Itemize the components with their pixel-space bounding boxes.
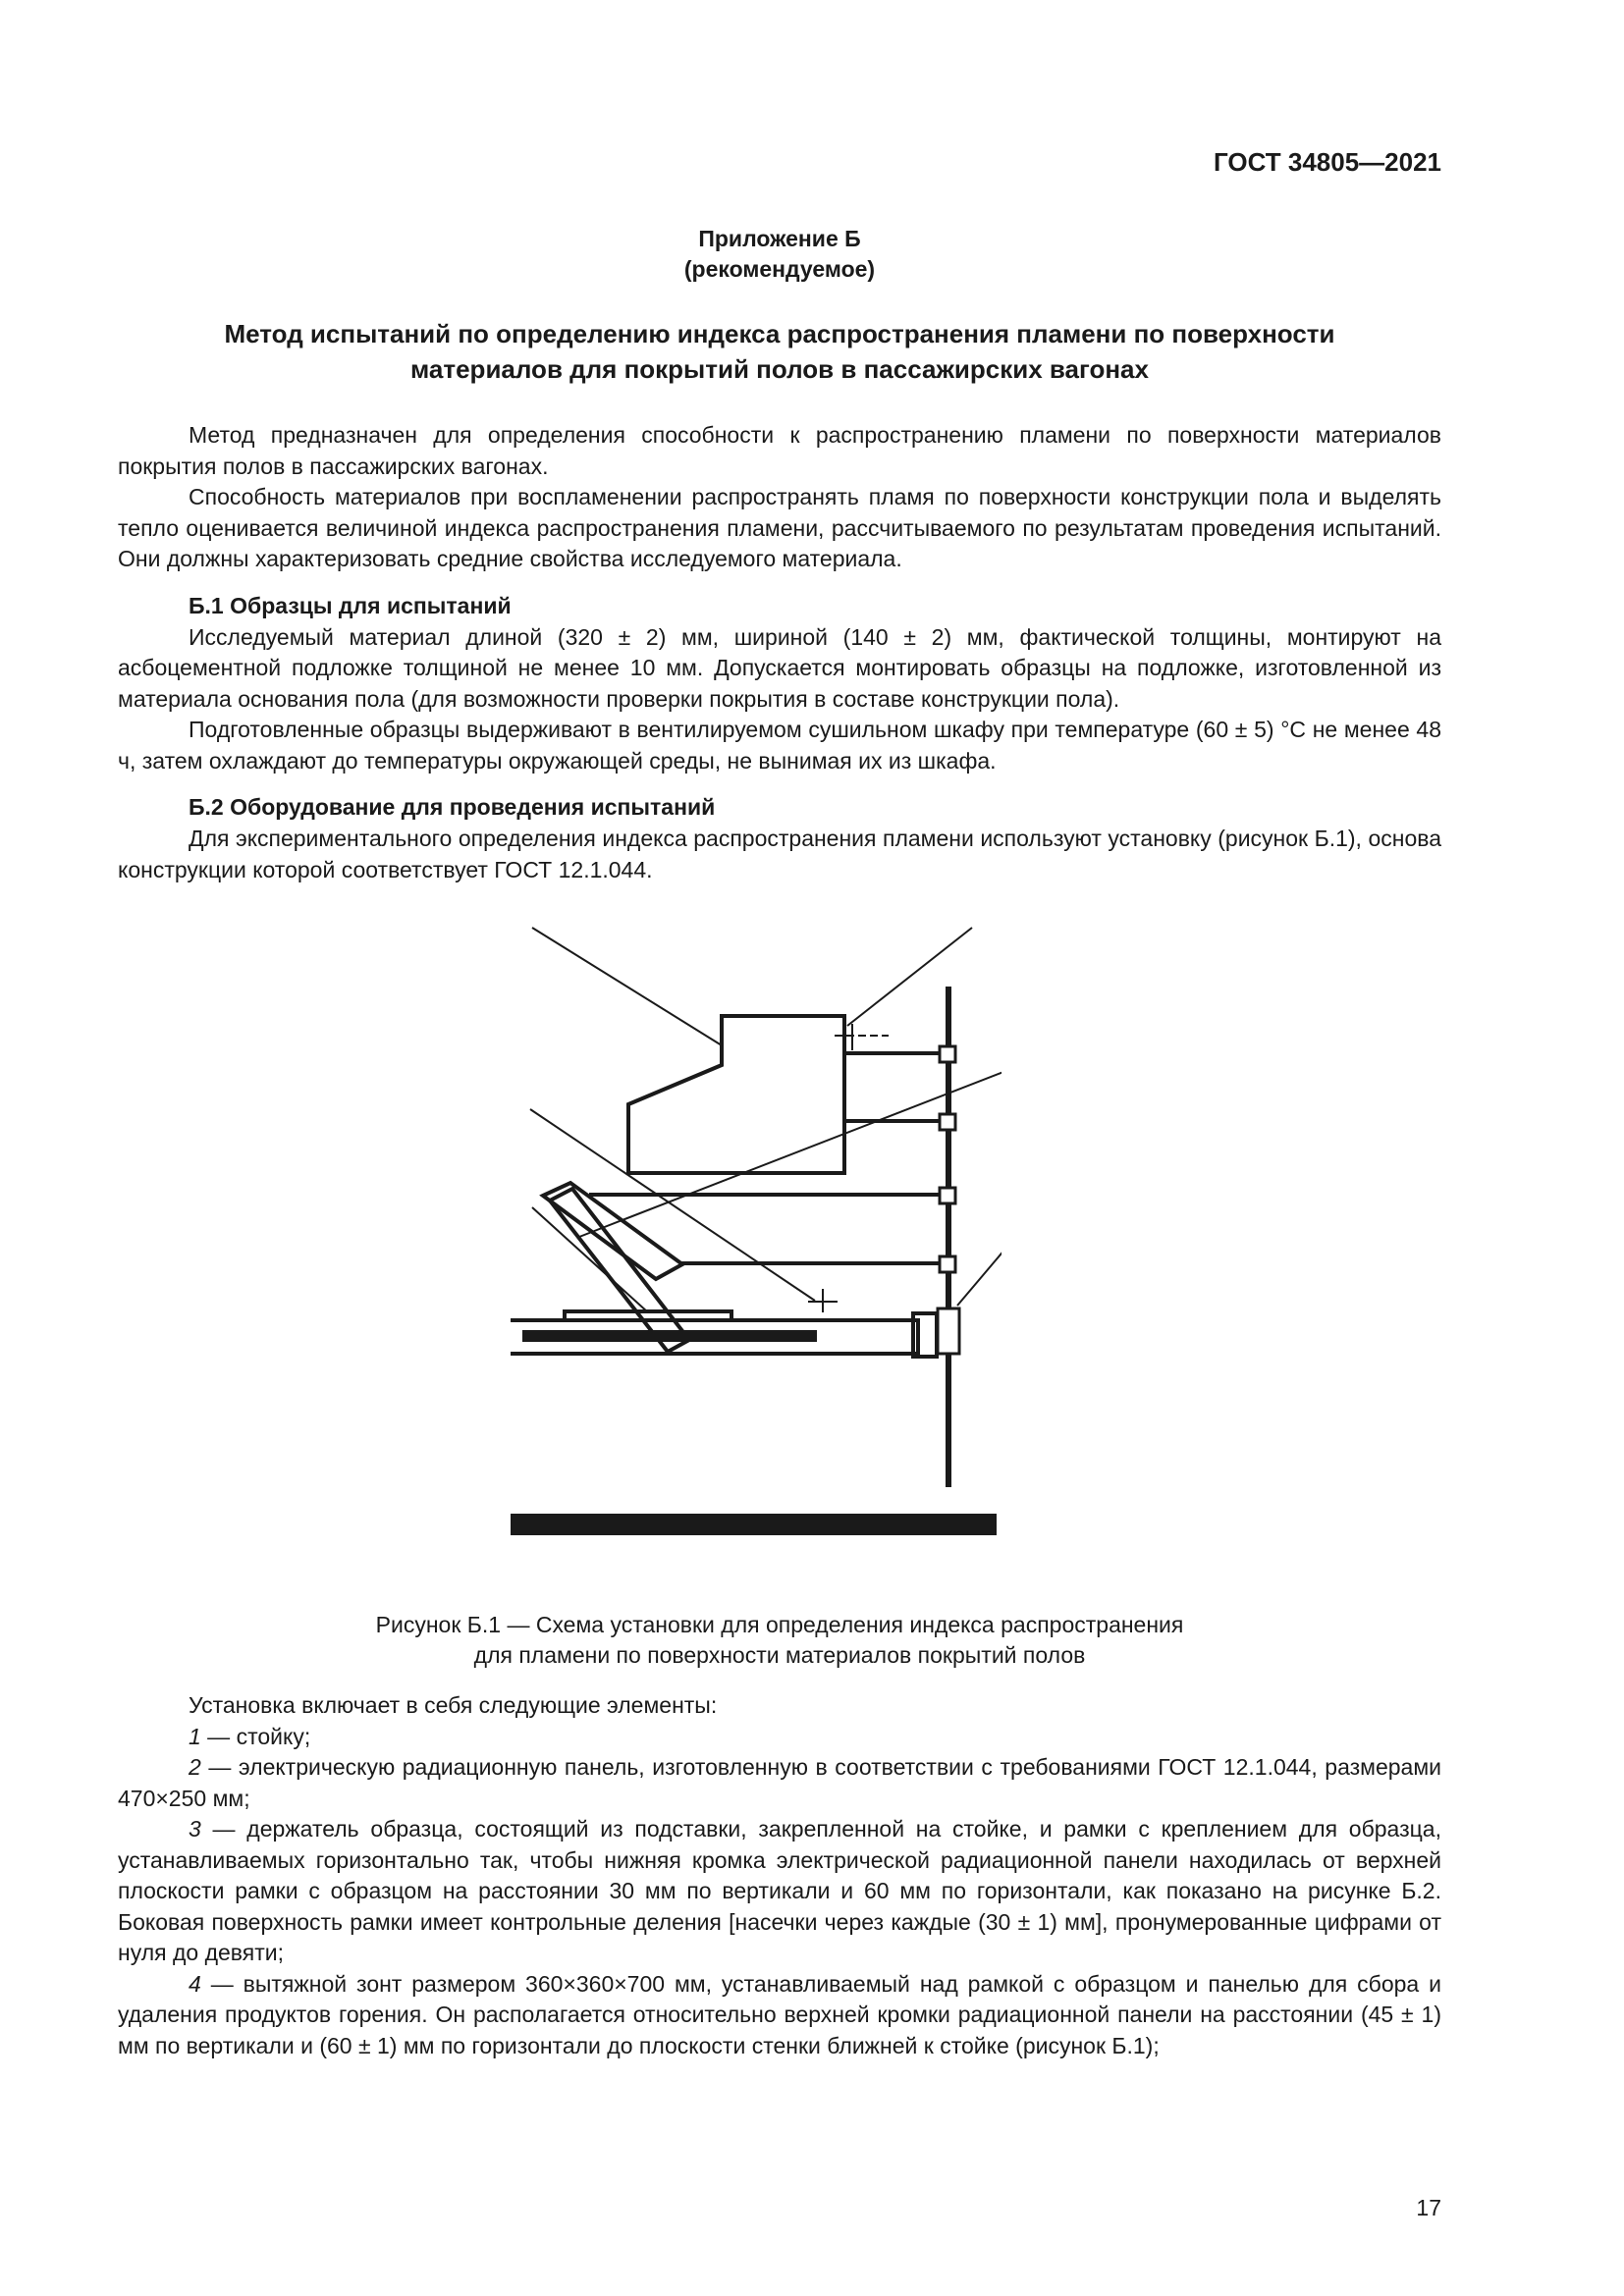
base-plate — [511, 1514, 997, 1535]
element-item — [118, 1969, 1441, 2062]
intro-paragraph-1: Метод предназначен для определения способности к распространению пламени по поверхности материалов покрытия полов в пассажирских вагонах. — [118, 422, 1441, 479]
leader-6 — [847, 928, 972, 1026]
caption-line-2: для пламени по поверхности материалов покрытий полов — [473, 1642, 1086, 1668]
element-item — [118, 1814, 1441, 1969]
element-number: 4 — [189, 1970, 201, 1997]
element-item — [118, 1722, 1441, 1753]
specimen-sample — [565, 1311, 731, 1320]
element-text: — вытяжной зонт размером 360×360×700 мм, устанавливаемый над рамкой с образцом и панелью для сбора и удаления продуктов горения. Он располагается относительно верхней кромки радиационной панели на расстоянии (45 ± 1) мм по вертикали и (60 ± 1) мм по горизонтали до плоскости стенки ближней к стойке (рисунок Б.1); — [118, 1970, 1441, 2058]
element-number: 1 — [189, 1723, 201, 1749]
intro-paragraph-2: Способность материалов при воспламенении распространять пламя по поверхности конструкции пола и выделять тепло оценивается величиной индекса распространения пламени, рассчитываемого по результатам проведения испытаний. Они должны характеризовать средние свойства исследуемого материала. — [118, 484, 1441, 571]
appendix-heading — [118, 224, 1441, 285]
elements-intro: Установка включает в себя следующие элементы: — [189, 1692, 718, 1718]
exhaust-hood — [628, 1016, 844, 1173]
section-b1-paragraph-1: Исследуемый материал длиной (320 ± 2) мм, шириной (140 ± 2) мм, фактической толщины, монтируют на асбоцементной подложке толщиной не менее 10 мм. Допускается монтировать образцы на подложке, изготовленной из материала основания пола (для возможности проверки покрытия в составе конструкции пола). — [118, 623, 1441, 712]
section-b1-heading: Б.1 Образцы для испытаний — [189, 592, 512, 618]
section-b2-paragraph-1: Для экспериментального определения индекса распространения пламени используют установку (рисунок Б.1), основа конструкции которой соответствует ГОСТ 12.1.044. — [118, 826, 1441, 882]
clamp-4 — [940, 1256, 955, 1272]
figure-b1-diagram — [511, 908, 1001, 1595]
leader-1 — [957, 1242, 1001, 1306]
main-title-line-2: материалов для покрытий полов в пассажирских вагонах — [410, 354, 1149, 384]
section-b1-paragraph-2: Подготовленные образцы выдерживают в вентилируемом сушильном шкафу при температуре (60 ± 5) °С не менее 48 ч, затем охлаждают до температуры окружающей среды, не вынимая их из шкафа. — [118, 717, 1441, 774]
element-item — [118, 1752, 1441, 1814]
element-number: 2 — [189, 1754, 201, 1780]
main-title — [118, 316, 1441, 387]
clamp-1 — [940, 1046, 955, 1062]
body-text-upper — [118, 420, 1441, 885]
leader-2 — [579, 1065, 1001, 1237]
document-code: ГОСТ 34805—2021 — [1214, 147, 1441, 177]
main-title-line-1: Метод испытаний по определению индекса распространения пламени по поверхности — [224, 319, 1335, 348]
appendix-subtitle: (рекомендуемое) — [683, 256, 876, 282]
caption-line-1: Рисунок Б.1 — Схема установки для определения индекса распространения — [375, 1612, 1184, 1637]
figure-caption — [118, 1610, 1441, 1671]
page-number: 17 — [1416, 2195, 1441, 2220]
body-text-lower — [118, 1690, 1441, 2061]
clamp-3 — [940, 1188, 955, 1203]
leader-4 — [532, 928, 722, 1045]
clamp-2 — [940, 1114, 955, 1130]
pole-clamp-block — [938, 1308, 959, 1354]
specimen-holder-slot — [522, 1330, 817, 1342]
element-text: — электрическую радиационную панель, изготовленную в соответствии с требованиями ГОСТ 12.1.044, размерами 470×250 мм; — [118, 1754, 1441, 1811]
section-b2-heading: Б.2 Оборудование для проведения испытаний — [189, 794, 716, 820]
element-text: — стойку; — [200, 1723, 311, 1749]
appendix-title: Приложение Б — [698, 226, 861, 251]
element-text: — держатель образца, состоящий из подставки, закрепленной на стойке, и рамки с креплением для образца, устанавливаемых горизонтально так, чтобы нижняя кромка электрической радиационной панели находилась от верхней плоскости рамки с образцом на расстоянии 30 мм по вертикали и 60 мм по горизонтали, как показано на рисунке Б.2. Боковая поверхность рамки имеет контрольные деления [насечки через каждые (30 ± 1) мм], пронумерованные цифрами от нуля до девяти; — [118, 1816, 1441, 1965]
element-number: 3 — [189, 1816, 201, 1842]
